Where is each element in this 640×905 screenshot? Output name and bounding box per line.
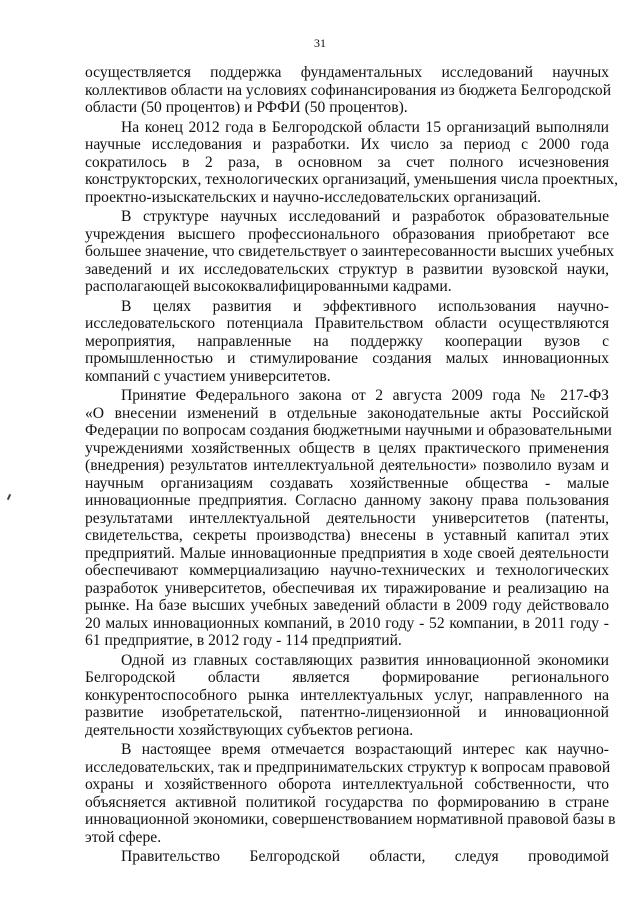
text-line: проектно-изыскательских и научно-исследовательских организаций. xyxy=(85,188,542,206)
text-line: В структуре научных исследований и разработок образовательные xyxy=(121,208,609,225)
text-line: Принятие Федерального закона от 2 августа 2009 года № 217-ФЗ xyxy=(121,387,609,404)
text-line: промышленностью и стимулирование создания малых инновационных xyxy=(85,350,609,367)
text-line: большее значение, что свидетельствует о заинтересованности высших учебных xyxy=(85,243,615,260)
text-line: осуществляется поддержка фундаментальных исследований научных xyxy=(85,64,609,81)
paragraph xyxy=(85,208,615,296)
text-line: развитие изобретательской, патентно-лицензионной и инновационной xyxy=(85,704,609,721)
text-line: конструкторских, технологических организаций, уменьшения числа проектных, xyxy=(85,171,619,188)
text-line: научные исследования и разработки. Их число за период с 2000 года xyxy=(85,136,609,153)
text-line: заведений и их исследовательских структур в развитии вузовской науки, xyxy=(85,260,609,278)
text-line: предприятий. Малые инновационные предприятия в ходе своей деятельности xyxy=(85,544,609,562)
text-line: объясняется активной политикой государства по формированию в стране xyxy=(85,793,609,811)
text-line: Правительство Белгородской области, следуя проводимой xyxy=(121,848,609,865)
text-line: Федерации по вопросам создания бюджетными научными и образовательными xyxy=(85,422,612,439)
text-line: научным организациям создавать хозяйственные общества - малые xyxy=(85,474,609,492)
text-line: исследовательских, так и предпринимательских структур к вопросам правовой xyxy=(85,758,611,776)
text-line: учреждения высшего профессионального образования приобретают все xyxy=(85,225,609,243)
text-line: исследовательского потенциала Правительством области осуществляются xyxy=(85,315,609,332)
text-line: 20 малых инновационных компаний, в 2010 году - 52 компании, в 2011 году - xyxy=(85,614,609,632)
text-line: Белгородской области является формирование регионального xyxy=(85,669,609,686)
paragraph xyxy=(85,64,612,117)
text-line: располагающей высококвалифицированными кадрами. xyxy=(85,278,452,295)
text-line: сократилось в 2 раза, в основном за счет полного исчезновения xyxy=(85,153,609,171)
text-line: В целях развития и эффективного использования научно- xyxy=(121,297,609,315)
text-line: На конец 2012 года в Белгородской области 15 организаций выполняли xyxy=(121,118,609,136)
text-line: коллективов области на условиях софинансирования из бюджета Белгородской xyxy=(85,81,612,99)
text-line: инновационные предприятия. Согласно данному закону права пользования xyxy=(85,492,609,509)
text-line: разработок университетов, обеспечивая их тиражирование и реализацию на xyxy=(85,579,609,597)
paragraph xyxy=(85,848,609,866)
text-line: В настоящее время отмечается возрастающий интерес как научно- xyxy=(121,741,609,758)
text-line: мероприятия, направленные на поддержку кооперации вузов с xyxy=(85,332,609,350)
text-line: обеспечивают коммерциализацию научно-технических и технологических xyxy=(85,562,609,579)
text-line: результатами интеллектуальной деятельности университетов (патенты, xyxy=(85,509,609,527)
page-number: 31 xyxy=(314,36,326,50)
text-line: деятельности хозяйствующих субъектов региона. xyxy=(85,721,414,739)
text-line: этой сфере. xyxy=(85,828,162,846)
text-line: конкурентоспособного рынка интеллектуальных услуг, направленного на xyxy=(85,686,609,704)
text-line: охраны и хозяйственного оборота интеллектуальной собственности, что xyxy=(85,776,609,793)
scan-mark xyxy=(7,494,11,500)
paragraph xyxy=(85,118,619,207)
paragraph xyxy=(85,298,609,386)
text-line: (внедрения) результатов интеллектуальной деятельности» позволило вузам и xyxy=(85,457,609,474)
document-body xyxy=(85,64,619,866)
text-line: 61 предприятие, в 2012 году - 114 предприятий. xyxy=(85,632,402,649)
text-line: учреждениями хозяйственных обществ в целях практического применения xyxy=(85,439,609,457)
paragraph xyxy=(85,652,609,740)
paragraph xyxy=(85,741,616,846)
text-line: области (50 процентов) и РФФИ (50 процентов). xyxy=(85,99,408,116)
text-line: «О внесении изменений в отдельные законодательные акты Российской xyxy=(85,404,609,422)
text-line: инновационной экономики, совершенствованием нормативной правовой базы в xyxy=(85,811,616,828)
text-line: рынке. На базе высших учебных заведений области в 2009 году действовало xyxy=(85,597,609,614)
paragraph xyxy=(85,387,612,650)
text-line: компаний с участием университетов. xyxy=(85,367,331,385)
text-line: Одной из главных составляющих развития инновационной экономики xyxy=(121,651,609,669)
text-line: свидетельства, секреты производства) внесены в уставный капитал этих xyxy=(85,527,609,544)
